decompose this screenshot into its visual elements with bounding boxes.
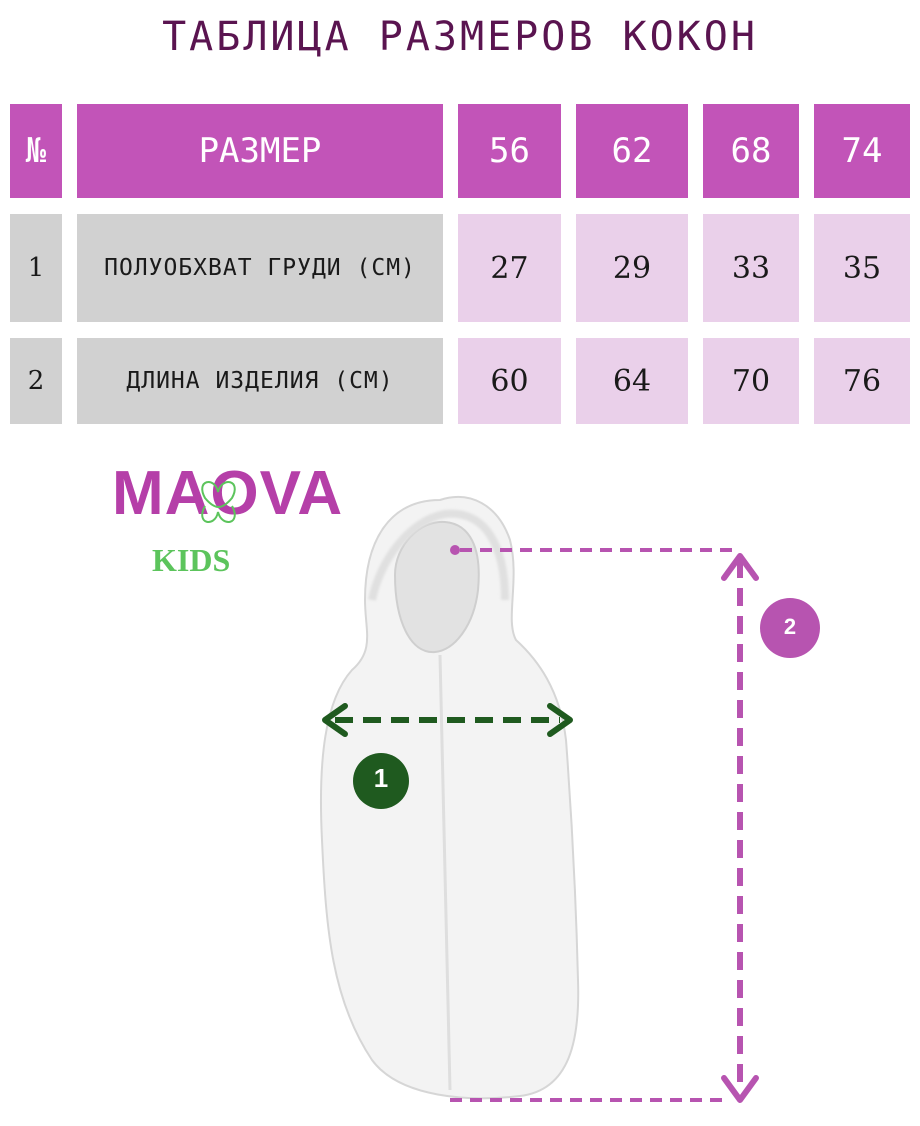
table-cell: 60	[458, 338, 561, 424]
header-size-cell: РАЗМЕР	[77, 104, 443, 198]
header-size-74: 74	[814, 104, 910, 198]
row-label-length: ДЛИНА ИЗДЕЛИЯ (СМ)	[77, 338, 443, 424]
header-index-cell: №	[10, 104, 62, 198]
brand-logo: MAOVA	[112, 459, 344, 528]
header-size-56: 56	[458, 104, 561, 198]
table-cell: 35	[814, 214, 910, 322]
marker-2-label: 2	[783, 614, 797, 639]
header-size-62: 62	[576, 104, 688, 198]
table-cell: 33	[703, 214, 799, 322]
table-cell: 29	[576, 214, 688, 322]
brand-logo-sub: KIDS	[152, 542, 231, 578]
table-cell: 64	[576, 338, 688, 424]
row-index: 2	[10, 338, 62, 424]
table-cell: 70	[703, 338, 799, 424]
table-cell: 27	[458, 214, 561, 322]
header-size-68: 68	[703, 104, 799, 198]
row-label-chest: ПОЛУОБХВАТ ГРУДИ (СМ)	[77, 214, 443, 322]
row-index: 1	[10, 214, 62, 322]
table-cell: 76	[814, 338, 910, 424]
page-title: ТАБЛИЦА РАЗМЕРОВ КОКОН	[162, 14, 758, 60]
clover-icon	[202, 482, 235, 522]
marker-1-label: 1	[373, 763, 389, 793]
